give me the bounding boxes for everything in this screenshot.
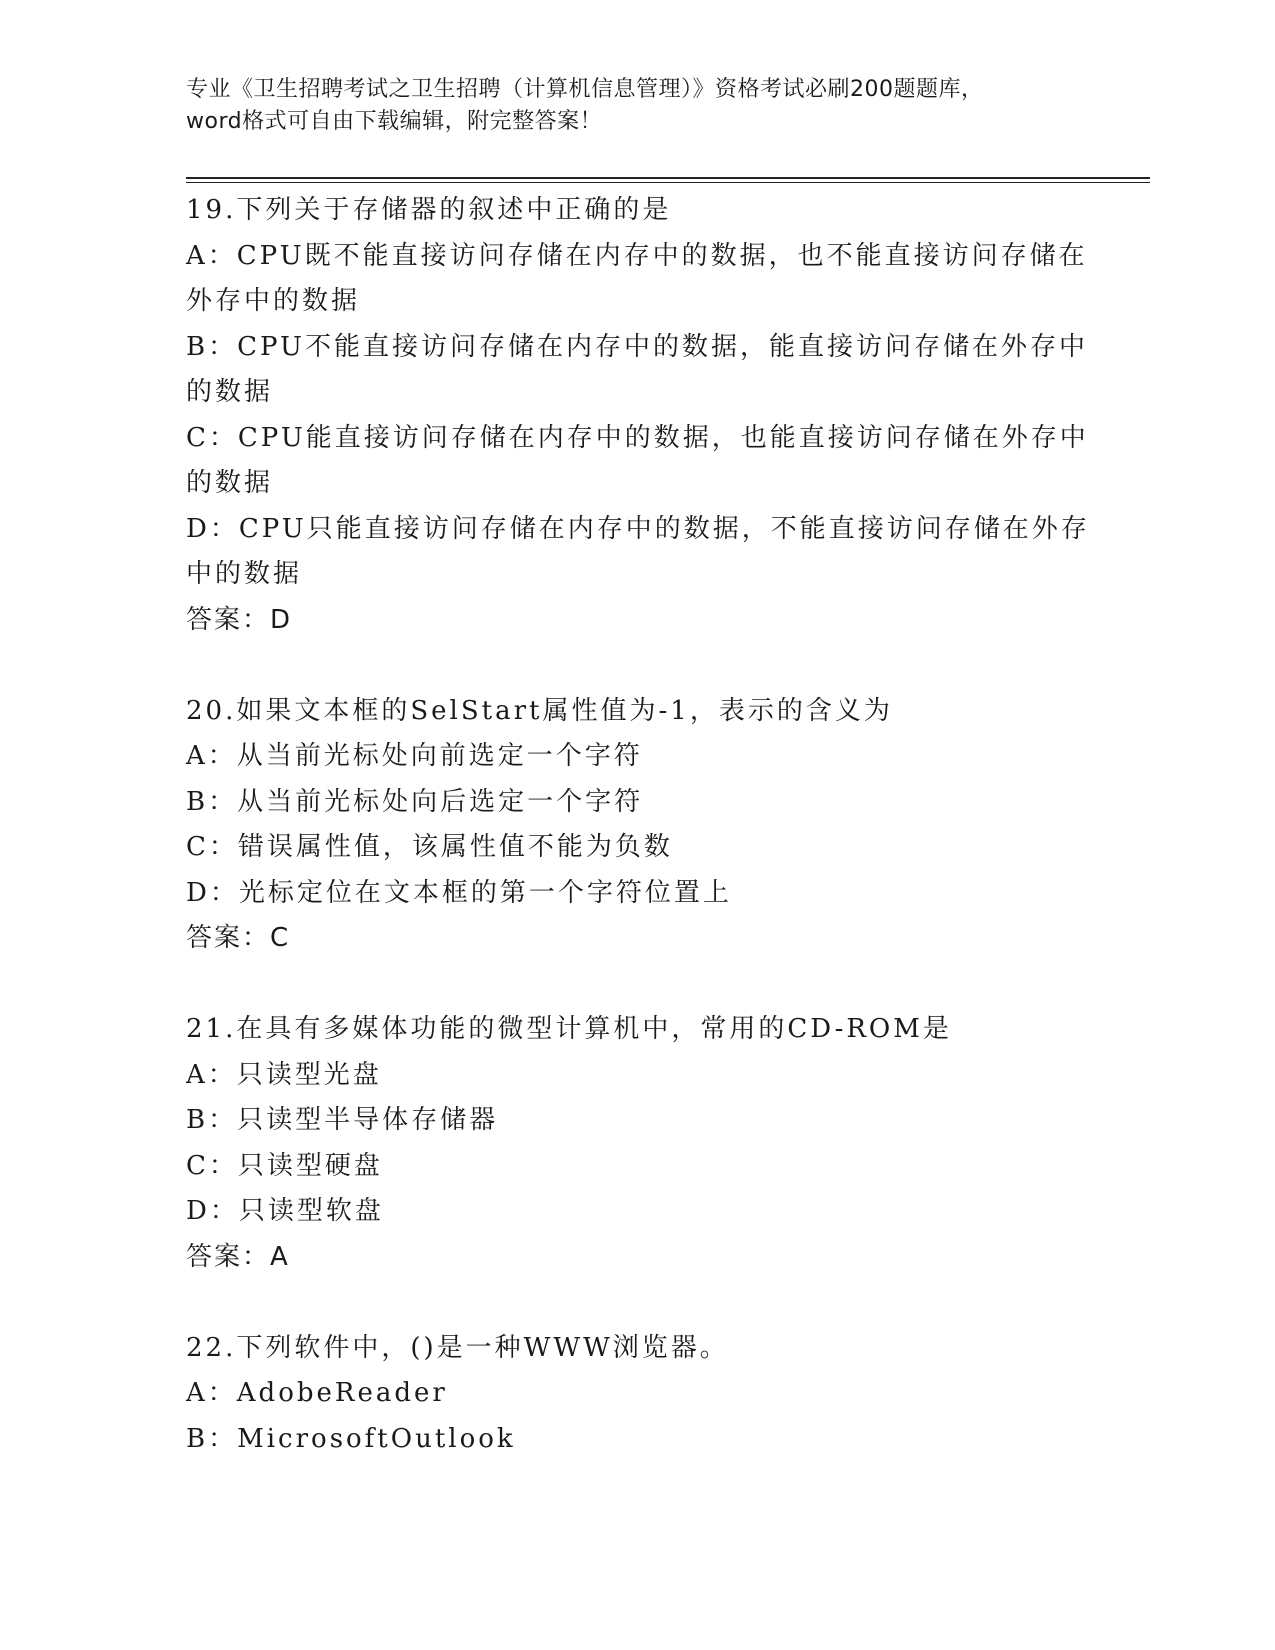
question-text: 20.如果文本框的SelStart属性值为-1，表示的含义为 xyxy=(186,695,893,726)
header-divider-thin xyxy=(186,182,1150,183)
option-b: B：从当前光标处向后选定一个字符 xyxy=(186,786,644,817)
option-b: B：只读型半导体存储器 xyxy=(186,1105,499,1135)
option-c: C：错误属性值，该属性值不能为负数 xyxy=(186,832,673,862)
header-line-1: 专业《卫生招聘考试之卫生招聘（计算机信息管理）》资格考试必刷200题题库， xyxy=(186,77,984,102)
question-text: 22.下列软件中，()是一种WWW浏览器。 xyxy=(186,1332,729,1363)
question-spacer xyxy=(186,962,1066,1008)
question-block-19 xyxy=(186,188,1090,643)
option-c-line-1: C：CPU能直接访问存储在内存中的数据，也能直接访问存储在外存中 xyxy=(186,422,1089,453)
option-a: A：从当前光标处向前选定一个字符 xyxy=(186,741,643,771)
option-d-line-2: 中的数据 xyxy=(186,559,303,589)
question-block-22 xyxy=(186,1326,1066,1463)
answer-text: 答案：C xyxy=(186,923,291,953)
answer-text: 答案：A xyxy=(186,1241,290,1272)
question-spacer xyxy=(186,643,1066,689)
question-text: 21.在具有多媒体功能的微型计算机中，常用的CD-ROM是 xyxy=(186,1014,952,1044)
option-b-line-1: B：CPU不能直接访问存储在内存中的数据，能直接访问存储在外存中 xyxy=(186,331,1088,362)
header-divider-thick xyxy=(186,177,1150,179)
option-d: D：光标定位在文本框的第一个字符位置上 xyxy=(186,877,732,908)
question-list xyxy=(186,188,1090,1462)
option-a: A：AdobeReader xyxy=(186,1378,448,1408)
option-b: B：MicrosoftOutlook xyxy=(186,1423,516,1454)
option-d-line-1: D：CPU只能直接访问存储在内存中的数据，不能直接访问存储在外存 xyxy=(186,513,1090,544)
option-b-line-2: 的数据 xyxy=(186,377,274,407)
option-a-line-2: 外存中的数据 xyxy=(186,286,361,316)
question-spacer xyxy=(186,1280,1066,1326)
option-d: D：只读型软盘 xyxy=(186,1196,384,1226)
option-a-line-1: A：CPU既不能直接访问存储在内存中的数据，也不能直接访问存储在 xyxy=(186,240,1088,271)
document-header xyxy=(186,74,1066,138)
option-c: C：只读型硬盘 xyxy=(186,1150,383,1181)
option-a: A：只读型光盘 xyxy=(186,1059,382,1090)
header-line-2: word格式可自由下载编辑，附完整答案！ xyxy=(186,109,603,134)
question-text: 19.下列关于存储器的叙述中正确的是 xyxy=(186,195,672,225)
answer-text: 答案：D xyxy=(186,604,293,635)
option-c-line-2: 的数据 xyxy=(186,468,274,498)
question-block-20 xyxy=(186,689,1066,962)
question-block-21 xyxy=(186,1007,1066,1280)
